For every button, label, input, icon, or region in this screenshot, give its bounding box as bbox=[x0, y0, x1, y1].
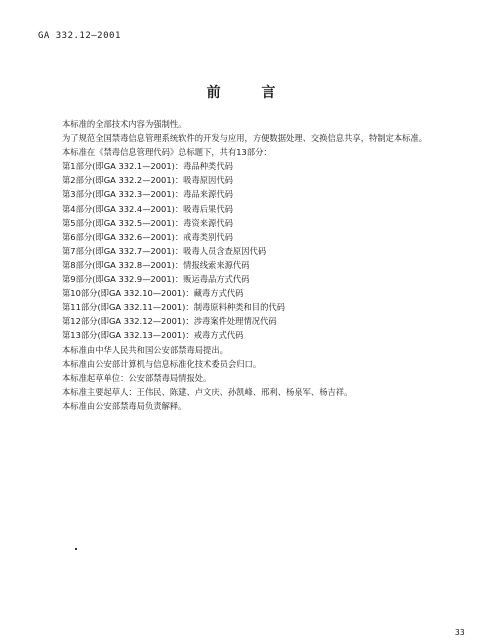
part-list-item: 第7部分(即GA 332.7—2001)：吸毒人员含查原因代码 bbox=[62, 245, 267, 256]
page-number: 33 bbox=[455, 628, 465, 637]
part-list-item: 第8部分(即GA 332.8—2001)：情报线索来源代码 bbox=[62, 259, 250, 270]
text-line: 本标准由公安部计算机与信息标准化技术委员会归口。 bbox=[62, 358, 262, 369]
text-line: 本标准由公安部禁毒局负责解释。 bbox=[62, 400, 187, 411]
text-line: 本标准的全部技术内容为强制性。 bbox=[62, 119, 187, 129]
part-list-item: 第4部分(即GA 332.4—2001)：吸毒后果代码 bbox=[62, 203, 233, 214]
part-list-item: 第1部分(即GA 332.1—2001)：毒品种类代码 bbox=[62, 161, 233, 172]
part-list-item: 第11部分(即GA 332.11—2001)：制毒原料种类和目的代码 bbox=[62, 302, 285, 313]
part-list-item: 第6部分(即GA 332.6—2001)：戒毒类别代码 bbox=[62, 231, 233, 242]
document-code-header: GA 332.12—2001 bbox=[38, 31, 121, 41]
part-list-item: 第9部分(即GA 332.9—2001)：贩运毒品方式代码 bbox=[62, 274, 250, 285]
text-line: 本标准由中华人民共和国公安部禁毒局提出。 bbox=[62, 344, 228, 355]
part-list-item: 第10部分(即GA 332.10—2001)：藏毒方式代码 bbox=[62, 288, 244, 299]
foreword-title: 前 言 bbox=[206, 85, 294, 101]
text-line: 本标准主要起草人：王伟民、陈建、卢文庆、孙凯峰、邢利、杨泉军、杨吉祥。 bbox=[62, 386, 353, 397]
part-list-item: 第2部分(即GA 332.2—2001)：吸毒原因代码 bbox=[62, 175, 233, 186]
scan-speck bbox=[75, 548, 77, 550]
part-list-item: 第12部分(即GA 332.12—2001)：涉毒案件处理情况代码 bbox=[62, 316, 277, 327]
foreword-body bbox=[62, 117, 482, 413]
part-list-item: 第3部分(即GA 332.3—2001)：毒品来源代码 bbox=[62, 189, 233, 200]
text-line: 本标准起草单位：公安部禁毒局情报处。 bbox=[62, 372, 212, 383]
text-line: 本标准在《禁毒信息管理代码》总标题下，共有13部分： bbox=[62, 147, 272, 158]
part-list-item: 第13部分(即GA 332.13—2001)：戒毒方式代码 bbox=[62, 330, 244, 341]
part-list-item: 第5部分(即GA 332.5—2001)：毒资来源代码 bbox=[62, 217, 233, 228]
text-line: 为了规范全国禁毒信息管理系统软件的开发与应用，方便数据处理、交换信息共享，特制定本标准。 bbox=[62, 133, 428, 144]
